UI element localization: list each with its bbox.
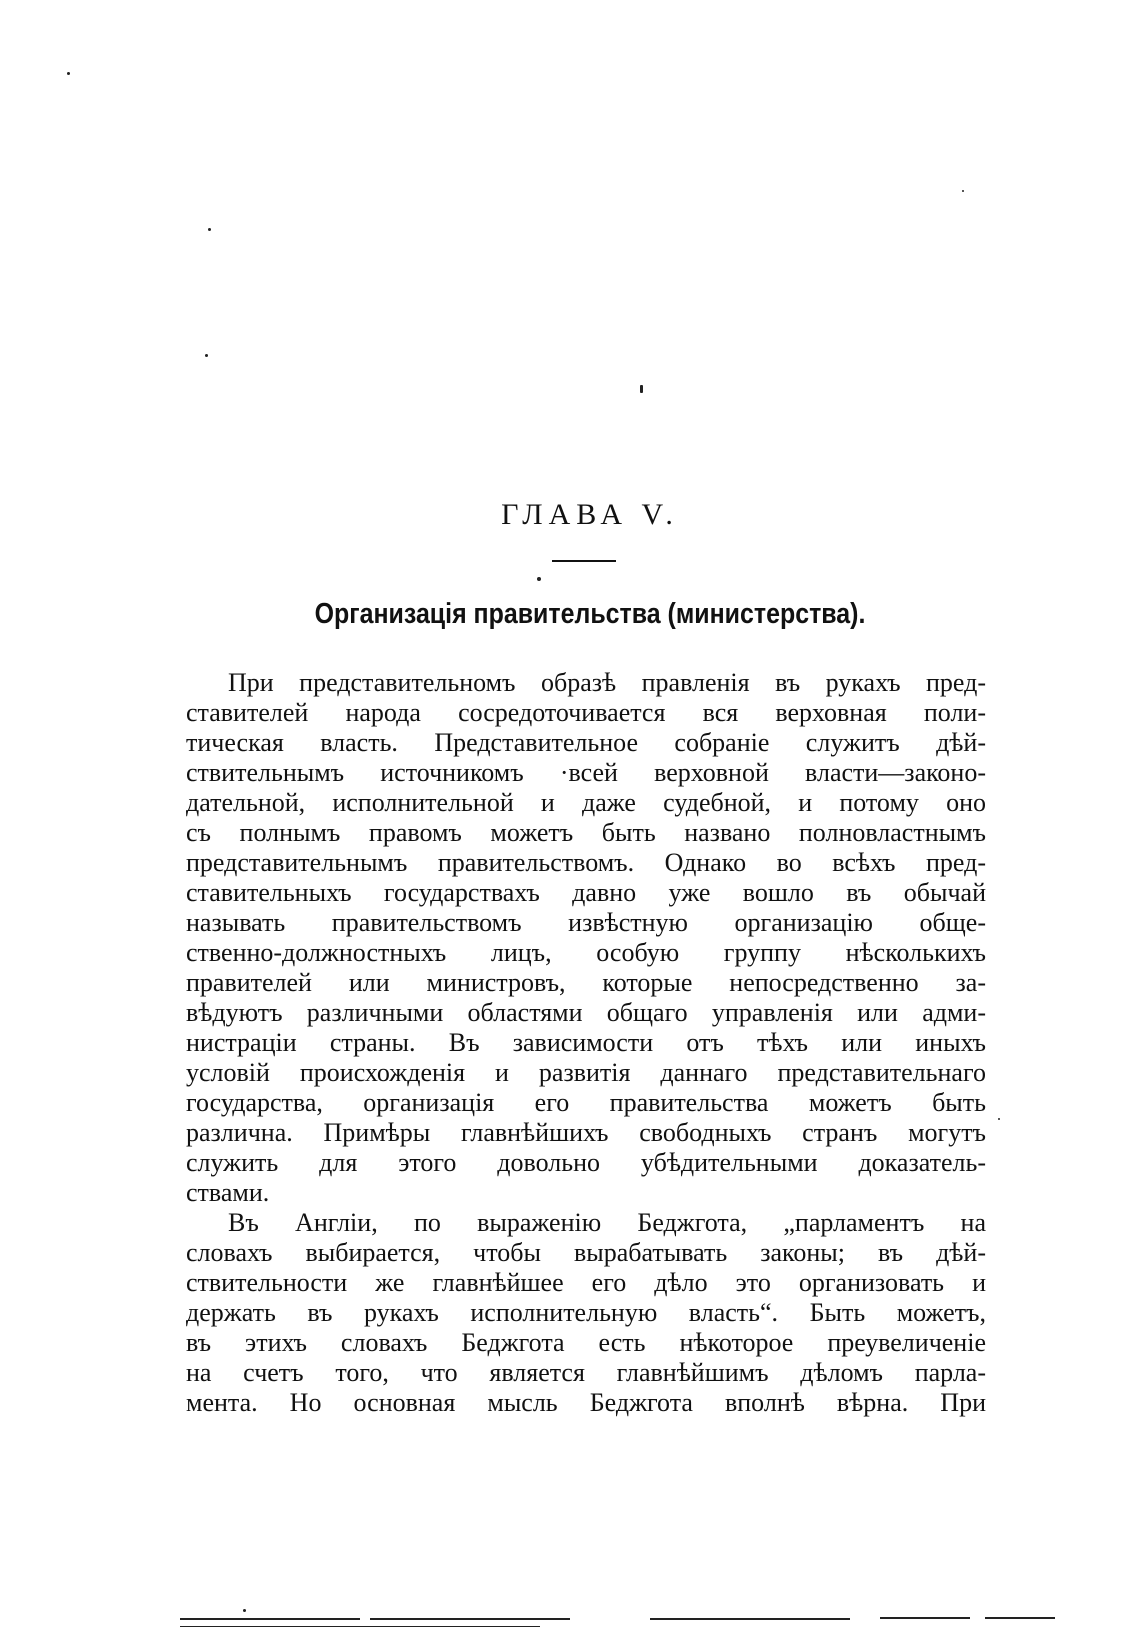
paragraph-1 — [186, 668, 986, 1208]
text-line: нистраціи страны. Въ зависимости отъ тѣхъ или иныхъ — [186, 1028, 986, 1057]
text-line: служить для этого довольно убѣдительными доказатель- — [186, 1148, 986, 1177]
text-line: словахъ выбирается, чтобы вырабатывать законы; въ дѣй- — [186, 1238, 986, 1267]
scan-speck — [640, 385, 643, 393]
text-line: мента. Но основная мысль Беджгота вполнѣ вѣрна. При — [186, 1388, 986, 1417]
text-line: ставительныхъ государствахъ давно уже вошло въ обычай — [186, 878, 986, 907]
scan-speck — [998, 1118, 1000, 1120]
text-line: условій происхожденія и развитія даннаго представительнаго — [186, 1058, 986, 1087]
text-line: называть правительствомъ извѣстную организацію обще- — [186, 908, 986, 937]
text-line: съ полнымъ правомъ можетъ быть названо полновластнымъ — [186, 818, 986, 847]
text-line: вѣдуютъ различными областями общаго управленія или адми- — [186, 998, 986, 1027]
text-line: Въ Англіи, по выраженію Беджгота, „парламентъ на — [228, 1208, 986, 1237]
text-line: При представительномъ образѣ правленія въ рукахъ пред- — [228, 668, 986, 697]
text-line: ствами. — [186, 1178, 270, 1207]
text-line: въ этихъ словахъ Беджгота есть нѣкоторое преувеличеніе — [186, 1328, 986, 1357]
text-line: представительнымъ правительствомъ. Однако во всѣхъ пред- — [186, 848, 986, 877]
scan-speck — [208, 228, 211, 231]
page-edge-rule — [370, 1618, 570, 1620]
chapter-title: Организація правительства (министерства). — [314, 598, 866, 630]
page-edge-rule — [180, 1618, 360, 1620]
page-edge-rule — [650, 1618, 850, 1620]
heading-divider — [552, 560, 616, 562]
page-edge-rule — [985, 1617, 1055, 1619]
page-edge-rule — [880, 1617, 970, 1619]
text-line: держать въ рукахъ исполнительную власть“. Быть можетъ, — [186, 1298, 986, 1327]
scan-speck — [962, 190, 964, 192]
page-edge-rule — [180, 1626, 540, 1627]
text-line: различна. Примѣры главнѣйшихъ свободныхъ странъ могутъ — [186, 1118, 986, 1147]
scan-speck — [243, 1609, 246, 1612]
text-line: дательной, исполнительной и даже судебной, и потому оно — [186, 788, 986, 817]
text-line: государства, организація его правительства можетъ быть — [186, 1088, 986, 1117]
text-line: правителей или министровъ, которые непосредственно за- — [186, 968, 986, 997]
paragraph-2 — [186, 1208, 986, 1418]
text-line: тическая власть. Представительное собраніе служитъ дѣй- — [186, 728, 986, 757]
text-line: ставителей народа сосредоточивается вся верховная поли- — [186, 698, 986, 727]
body-text — [186, 668, 986, 1418]
text-line: на счетъ того, что является главнѣйшимъ дѣломъ парла- — [186, 1358, 986, 1387]
scan-speck — [205, 354, 208, 357]
text-line: ствительнымъ источникомъ ·всей верховной власти—законо- — [186, 758, 986, 787]
scan-speck — [67, 72, 70, 75]
chapter-heading: ГЛАВА V. — [501, 498, 679, 531]
text-line: ствительности же главнѣйшее его дѣло это организовать и — [186, 1268, 986, 1297]
scan-speck — [537, 577, 541, 581]
text-line: ственно-должностныхъ лицъ, особую группу нѣсколькихъ — [186, 938, 986, 967]
